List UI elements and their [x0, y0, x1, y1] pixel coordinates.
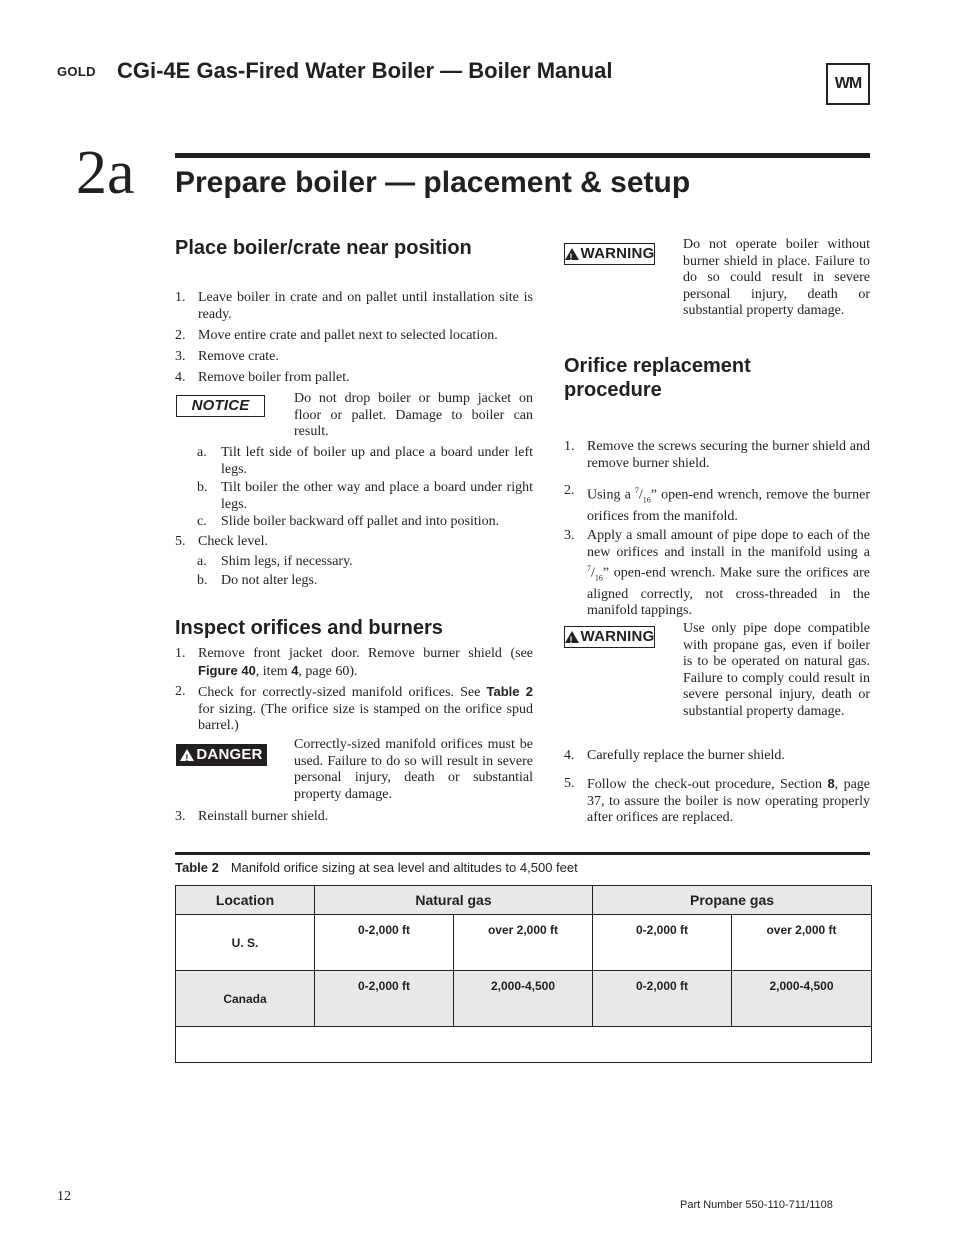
table-cell: 0-2,000 ft [315, 971, 454, 1027]
notice-text: Do not drop boiler or bump jacket on floor or pallet. Damage to boiler can result. [294, 391, 533, 439]
danger-text: Correctly-sized manifold orifices must be used. Failure to do so will result in severe personal injury, death or substantial property damage. [294, 737, 533, 802]
danger-badge: ! DANGER [176, 744, 267, 766]
table-footer-cell [176, 1027, 872, 1063]
warning-triangle-icon [565, 248, 579, 260]
orifice-heading: Orifice replacement procedure [564, 355, 751, 401]
table-row [176, 915, 872, 971]
brand-label: GOLD [57, 64, 96, 79]
table-header-natural-gas: Natural gas [315, 886, 593, 915]
table-row [176, 971, 872, 1027]
table-cell: over 2,000 ft [732, 915, 872, 971]
table-header-propane-gas: Propane gas [593, 886, 872, 915]
table-cell: Canada [176, 971, 315, 1027]
logo-text: WM [834, 75, 862, 92]
table-caption: Table 2 Manifold orifice sizing at sea level and altitudes to 4,500 feet [175, 860, 578, 875]
part-number: Part Number 550-110-711/1108 [680, 1199, 833, 1211]
table-cell: 0-2,000 ft [593, 971, 732, 1027]
table-cell: 2,000-4,500 [732, 971, 872, 1027]
table-cell: 0-2,000 ft [593, 915, 732, 971]
place-heading: Place boiler/crate near position [175, 237, 472, 259]
inspect-heading: Inspect orifices and burners [175, 617, 443, 639]
warning-triangle-icon [180, 749, 194, 761]
warning-badge: ! WARNING [564, 626, 655, 648]
table-header-location: Location [176, 886, 315, 915]
table-rule [175, 852, 870, 855]
table-cell: U. S. [176, 915, 315, 971]
manual-title: CGi-4E Gas-Fired Water Boiler — Boiler Manual [117, 58, 613, 83]
right-column: ! WARNING Do not operate boiler without burner shield in place. Failure to do so could result in severe personal injury, death or substantial property damage. Orifice replacement procedure 1. Remove the screws securing the burner shield and remove burner shield. 2. Using a $^7/_{16}$” open-end wrench, remove the burner orifices from the manifold. 3. Apply a small amount of pipe dope to each of the new orifices and install in the manifold using a $^7/_{16}$” open-end wrench. Make sure the orifices are aligned correctly, not cross-threaded in the manifold tappings. ! WARNING Use only pipe dope compatible with propane gas, even if boiler is to be operated on natural gas. Failure to comply could result in severe personal injury, death or substantial property damage. 4. Carefully replace the burner shield. 5. Follow the check-out procedure, Section 8, page 37, to assure the boiler is now operating properly after orifices are replaced. [564, 236, 870, 836]
brand-logo [826, 63, 870, 105]
section-rule [175, 153, 870, 158]
warning-triangle-icon [565, 631, 579, 643]
left-column: Place boiler/crate near position 1. Leave boiler in crate and on pallet until installation site is ready. 2. Move entire crate and pallet next to selected location. 3. Remove crate. 4. Remove boiler from pallet. NOTICE Do not drop boiler or bump jacket on floor or pallet. Damage to boiler can result. a. Tilt left side of boiler up and place a board under left legs. b. Tilt boiler the other way and place a board under right legs. c. Slide boiler backward off pallet and into position. 5. Check level. a. Shim legs, if necessary. b. Do not alter legs. Inspect orifices and burners 1. Remove front jacket door. Remove burner shield (see Figure 40, item 4, page 60). 2. Check for correctly-sized manifold orifices. See Table 2 for sizing. (The orifice size is stamped on the orifice spud barrel.) ! DANGER Correctly-sized manifold orifices must be used. Failure to do so will result in severe personal injury, death or substantial property damage. 3. Reinstall burner shield. [175, 236, 533, 836]
page-number: 12 [57, 1189, 71, 1204]
notice-badge: NOTICE [176, 395, 265, 417]
warning-badge: ! WARNING [564, 243, 655, 265]
table-cell: over 2,000 ft [454, 915, 593, 971]
section-title: Prepare boiler — placement & setup [175, 166, 691, 199]
table-cell: 2,000-4,500 [454, 971, 593, 1027]
warning-text: Do not operate boiler without burner shield in place. Failure to do so could result in severe personal injury, death or substantial property damage. [683, 237, 870, 318]
orifice-sizing-table [175, 885, 872, 1063]
table-cell: 0-2,000 ft [315, 915, 454, 971]
section-number: 2a [76, 139, 135, 207]
warning-text: Use only pipe dope compatible with propane gas, even if boiler is to be operated on natural gas. Failure to comply could result in severe personal injury, death or substantial property damage. [683, 621, 870, 719]
table-footer-row [176, 1027, 872, 1063]
